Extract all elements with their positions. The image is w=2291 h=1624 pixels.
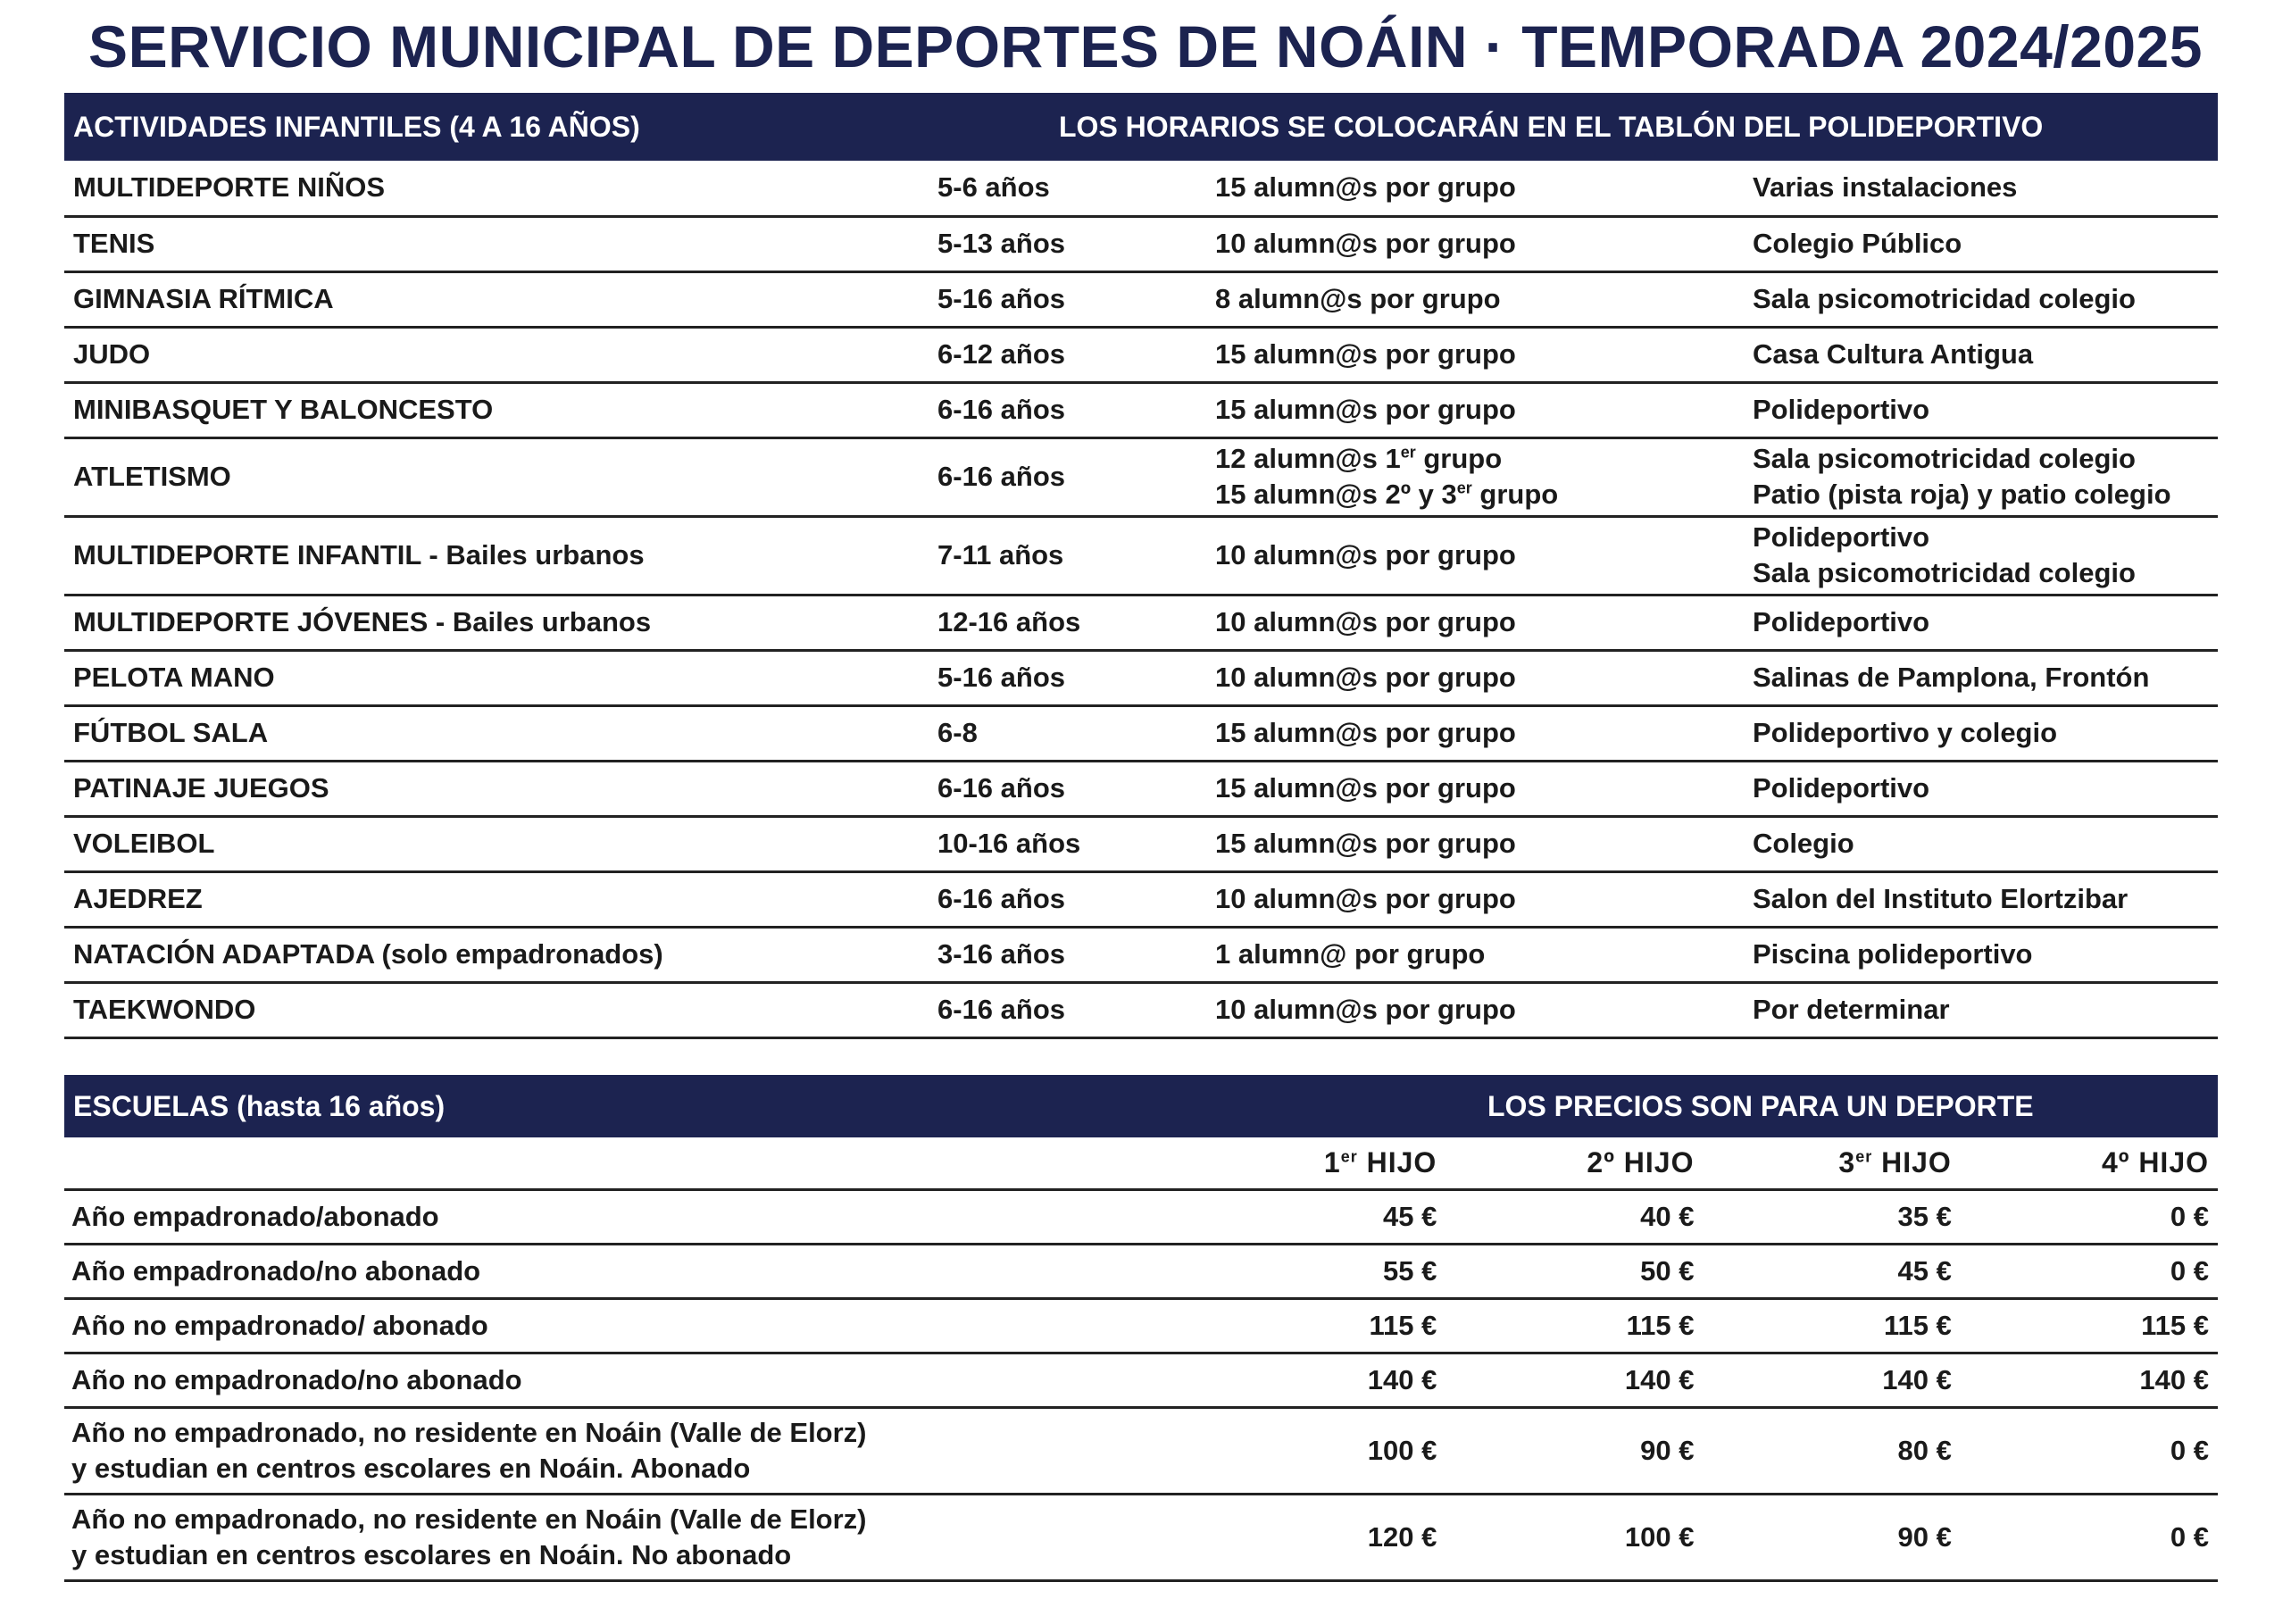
activity-location: Piscina polideportivo <box>1753 938 2033 970</box>
activity-row <box>64 216 2218 271</box>
activity-name: MULTIDEPORTE INFANTIL - Bailes urbanos <box>73 539 645 570</box>
activity-name: MINIBASQUET Y BALONCESTO <box>73 394 494 425</box>
activity-name: PATINAJE JUEGOS <box>73 772 329 804</box>
activity-age: 10-16 años <box>937 828 1081 859</box>
activities-header-left: ACTIVIDADES INFANTILES (4 A 16 AÑOS) <box>73 111 640 143</box>
activity-row <box>64 595 2218 650</box>
activity-group-size: 8 alumn@s por grupo <box>1215 283 1501 314</box>
activity-group-size: 10 alumn@s por grupo <box>1215 883 1516 914</box>
activity-age: 7-11 años <box>937 539 1064 570</box>
activity-location: Colegio <box>1753 828 1854 859</box>
activity-age: 6-12 años <box>937 338 1066 370</box>
activity-location: Polideportivo Sala psicomotricidad colegio <box>1753 521 2136 588</box>
activity-group-size: 10 alumn@s por grupo <box>1215 606 1516 637</box>
activity-name: MULTIDEPORTE JÓVENES - Bailes urbanos <box>73 606 652 637</box>
activity-age: 6-16 años <box>937 994 1066 1025</box>
price-column-header: 3er HIJO <box>1838 1145 1952 1178</box>
price-row <box>64 1189 2218 1244</box>
activity-group-size: 12 alumn@s 1er grupo 15 alumn@s 2º y 3er grupo <box>1215 443 1559 510</box>
activity-row <box>64 327 2218 382</box>
activity-row <box>64 161 2218 216</box>
price-value: 100 € <box>1367 1434 1437 1466</box>
activity-group-size: 1 alumn@ por grupo <box>1215 938 1486 970</box>
price-label: Año no empadronado, no residente en Noáin (Valle de Elorz) y estudian en centros escolares en Noáin. No abonado <box>71 1503 867 1570</box>
schools-header-right: LOS PRECIOS SON PARA UN DEPORTE <box>1487 1090 2034 1122</box>
price-value: 140 € <box>1624 1363 1695 1395</box>
activity-location: Por determinar <box>1753 994 1950 1025</box>
activity-location: Polideportivo y colegio <box>1753 717 2058 748</box>
price-value: 115 € <box>1626 1309 1695 1341</box>
price-label: Año no empadronado/no abonado <box>71 1363 522 1395</box>
activity-location: Sala psicomotricidad colegio Patio (pista roja) y patio colegio <box>1753 443 2171 510</box>
price-value: 115 € <box>1883 1309 1952 1341</box>
price-value: 90 € <box>1640 1434 1695 1466</box>
activity-age: 6-16 años <box>937 772 1066 804</box>
activity-name: MULTIDEPORTE NIÑOS <box>73 171 386 204</box>
activity-name: ATLETISMO <box>73 461 231 492</box>
activity-row <box>64 871 2218 927</box>
activity-age: 5-13 años <box>937 228 1066 259</box>
activity-name: FÚTBOL SALA <box>73 717 269 748</box>
price-row <box>64 1298 2218 1353</box>
activity-name: AJEDREZ <box>73 883 203 914</box>
activity-location: Varias instalaciones <box>1753 171 2018 204</box>
schools-header-left: ESCUELAS (hasta 16 años) <box>73 1090 446 1122</box>
price-value: 40 € <box>1640 1200 1695 1232</box>
activity-name: VOLEIBOL <box>73 828 215 859</box>
price-value: 140 € <box>1367 1363 1437 1395</box>
price-column-header: 2º HIJO <box>1587 1145 1695 1178</box>
activity-row <box>64 271 2218 327</box>
activity-group-size: 10 alumn@s por grupo <box>1215 662 1516 693</box>
activity-row <box>64 705 2218 761</box>
price-value: 45 € <box>1382 1200 1437 1232</box>
activities-header-right: LOS HORARIOS SE COLOCARÁN EN EL TABLÓN DEL POLIDEPORTIVO <box>1059 111 2044 143</box>
activity-group-size: 10 alumn@s por grupo <box>1215 228 1516 259</box>
activity-age: 3-16 años <box>937 938 1066 970</box>
activity-group-size: 15 alumn@s por grupo <box>1215 338 1516 370</box>
price-value: 0 € <box>2170 1520 2209 1553</box>
activity-location: Colegio Público <box>1753 228 1962 259</box>
activity-row <box>64 816 2218 871</box>
activity-age: 5-16 años <box>937 283 1066 314</box>
activity-group-size: 10 alumn@s por grupo <box>1215 539 1516 570</box>
activity-age: 6-8 <box>937 717 978 748</box>
price-value: 120 € <box>1367 1520 1437 1553</box>
price-label: Año no empadronado/ abonado <box>71 1309 488 1341</box>
price-row <box>64 1353 2218 1407</box>
activity-location: Polideportivo <box>1753 394 1930 425</box>
activity-row <box>64 650 2218 705</box>
price-row <box>64 1244 2218 1298</box>
activities-table <box>64 161 2218 1039</box>
price-column-header: 1er HIJO <box>1323 1145 1437 1178</box>
activity-age: 12-16 años <box>937 606 1081 637</box>
price-header-blank <box>64 1137 1188 1189</box>
activities-header-bar <box>64 93 2218 161</box>
activity-name: NATACIÓN ADAPTADA (solo empadronados) <box>73 938 663 970</box>
price-label: Año empadronado/no abonado <box>71 1254 481 1287</box>
price-header-row <box>64 1137 2218 1189</box>
price-row <box>64 1494 2218 1580</box>
activity-name: GIMNASIA RÍTMICA <box>73 283 334 314</box>
price-row <box>64 1407 2218 1494</box>
activity-location: Casa Cultura Antigua <box>1753 338 2034 370</box>
activity-group-size: 15 alumn@s por grupo <box>1215 828 1516 859</box>
page-title: SERVICIO MUNICIPAL DE DEPORTES DE NOÁIN · TEMPORADA 2024/2025 <box>88 13 2203 79</box>
activity-name: JUDO <box>73 338 151 370</box>
price-value: 0 € <box>2170 1254 2209 1287</box>
activity-row <box>64 982 2218 1037</box>
activity-age: 5-6 años <box>937 171 1050 204</box>
activity-row <box>64 927 2218 982</box>
activity-location: Polideportivo <box>1753 772 1930 804</box>
price-value: 0 € <box>2170 1434 2209 1466</box>
prices-table <box>64 1137 2218 1582</box>
activity-location: Polideportivo <box>1753 606 1930 637</box>
price-value: 35 € <box>1897 1200 1952 1232</box>
price-value: 100 € <box>1624 1520 1695 1553</box>
activity-group-size: 15 alumn@s por grupo <box>1215 717 1516 748</box>
activity-age: 6-16 años <box>937 394 1066 425</box>
activity-row <box>64 437 2218 516</box>
price-column-header: 4º HIJO <box>2101 1145 2209 1178</box>
price-value: 115 € <box>1369 1309 1437 1341</box>
price-value: 140 € <box>2139 1363 2209 1395</box>
activity-age: 5-16 años <box>937 662 1066 693</box>
price-value: 55 € <box>1382 1254 1437 1287</box>
activity-group-size: 15 alumn@s por grupo <box>1215 171 1516 204</box>
activity-group-size: 15 alumn@s por grupo <box>1215 772 1516 804</box>
activity-location: Sala psicomotricidad colegio <box>1753 283 2136 314</box>
activity-group-size: 10 alumn@s por grupo <box>1215 994 1516 1025</box>
price-value: 80 € <box>1897 1434 1952 1466</box>
activity-location: Salinas de Pamplona, Frontón <box>1753 662 2150 693</box>
price-value: 90 € <box>1897 1520 1952 1553</box>
price-value: 115 € <box>2141 1309 2209 1341</box>
price-label: Año empadronado/abonado <box>71 1200 439 1232</box>
activity-row <box>64 761 2218 816</box>
schools-header-bar <box>64 1075 2218 1137</box>
activity-name: TAEKWONDO <box>73 994 256 1025</box>
price-label: Año no empadronado, no residente en Noáin (Valle de Elorz) y estudian en centros escolares en Noáin. Abonado <box>71 1416 867 1484</box>
price-value: 140 € <box>1882 1363 1952 1395</box>
activity-row <box>64 382 2218 437</box>
activity-group-size: 15 alumn@s por grupo <box>1215 394 1516 425</box>
activity-location: Salon del Instituto Elortzibar <box>1753 883 2129 914</box>
price-value: 50 € <box>1640 1254 1695 1287</box>
activity-name: TENIS <box>73 228 155 259</box>
activity-row <box>64 516 2218 595</box>
activity-name: PELOTA MANO <box>73 662 275 693</box>
price-value: 0 € <box>2170 1200 2209 1232</box>
activity-age: 6-16 años <box>937 883 1066 914</box>
price-value: 45 € <box>1897 1254 1952 1287</box>
activity-age: 6-16 años <box>937 461 1066 492</box>
